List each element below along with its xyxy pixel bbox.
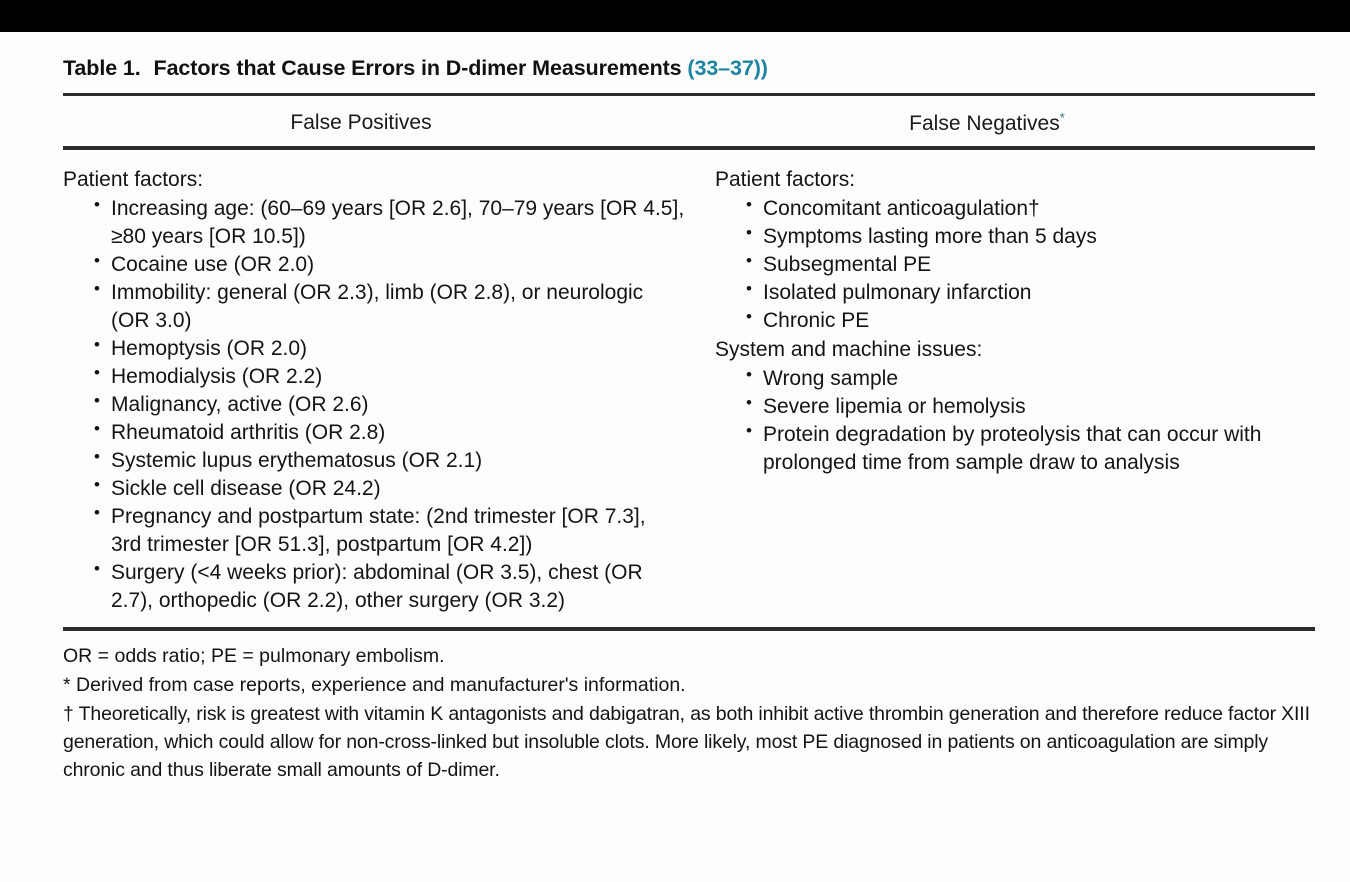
cell-false-positives bbox=[63, 166, 715, 615]
footnote-asterisk: * Derived from case reports, experience and manufacturer's information. bbox=[63, 674, 686, 697]
list-item bbox=[63, 475, 709, 503]
column-header-false-negatives-label: False Negatives bbox=[909, 111, 1060, 135]
list-item-text: Symptoms lasting more than 5 days bbox=[763, 225, 1097, 248]
top-black-band bbox=[0, 0, 1350, 32]
list-item bbox=[715, 393, 1315, 421]
table-1 bbox=[63, 56, 1315, 784]
list-item bbox=[63, 335, 709, 363]
footnote-abbreviations: OR = odds ratio; PE = pulmonary embolism. bbox=[63, 645, 445, 668]
list-item-text: Protein degradation by proteolysis that can occur with bbox=[763, 423, 1262, 447]
table-body bbox=[63, 166, 1315, 615]
column-header-row bbox=[63, 110, 1315, 137]
list-item bbox=[715, 307, 1315, 335]
list-item bbox=[715, 195, 1315, 223]
list-item-text: Sickle cell disease (OR 24.2) bbox=[111, 477, 381, 501]
list-false-negatives-system-issues bbox=[715, 365, 1315, 477]
column-header-false-positives-label: False Positives bbox=[290, 110, 432, 134]
list-item bbox=[715, 279, 1315, 307]
list-item bbox=[63, 363, 709, 391]
list-item-text: Immobility: general (OR 2.3), limb (OR 2.8), or neurologic bbox=[111, 281, 644, 305]
list-item-text: Systemic lupus erythematosus (OR 2.1) bbox=[111, 449, 483, 473]
column-header-false-positives bbox=[63, 110, 659, 137]
list-item-text: Surgery (<4 weeks prior): abdominal (OR 3.5), chest (OR bbox=[111, 561, 643, 585]
group-heading-system-machine-issues: System and machine issues: bbox=[715, 338, 983, 362]
footnote-dagger: † Theoretically, risk is greatest with vitamin K antagonists and dabigatran, as both inhibit active thrombin generation and therefore reduce factor XIII generation, which could allow for non-cross-linked but insoluble clots. More likely, most PE diagnosed in patients on anticoagulation are simply chronic and thus liberate small amounts of D-dimer. bbox=[63, 702, 1310, 781]
group-heading-patient-factors-right: Patient factors: bbox=[715, 168, 856, 192]
list-item-text: Increasing age: (60–69 years [OR 2.6], 70–79 years [OR 4.5], bbox=[111, 196, 685, 220]
list-item-text: Hemodialysis (OR 2.2) bbox=[111, 365, 323, 389]
list-item bbox=[63, 447, 709, 475]
group-heading-patient-factors-left: Patient factors: bbox=[63, 168, 204, 192]
cell-false-negatives bbox=[715, 166, 1315, 477]
list-false-positives-patient-factors bbox=[63, 195, 709, 615]
list-item bbox=[63, 419, 709, 447]
list-item bbox=[63, 391, 709, 419]
rule-under-table-body bbox=[63, 627, 1315, 631]
list-item bbox=[63, 503, 709, 559]
list-item bbox=[715, 421, 1315, 477]
list-item bbox=[63, 195, 709, 251]
table-title bbox=[63, 56, 1315, 82]
list-item-text: Wrong sample bbox=[763, 367, 899, 391]
list-item-continuation: 3rd trimester [OR 51.3], postpartum [OR 4.2]) bbox=[111, 533, 533, 557]
footnote-marker-asterisk: * bbox=[1059, 109, 1065, 125]
list-item bbox=[715, 223, 1315, 251]
list-item bbox=[715, 365, 1315, 393]
rule-under-column-headers bbox=[63, 146, 1315, 150]
list-item-text: Hemoptysis (OR 2.0) bbox=[111, 337, 308, 361]
list-item-text: Isolated pulmonary infarction bbox=[763, 281, 1032, 305]
list-item bbox=[63, 251, 709, 279]
list-item-continuation: ≥80 years [OR 10.5]) bbox=[111, 225, 306, 248]
list-item-text: Subsegmental PE bbox=[763, 253, 932, 277]
list-item bbox=[63, 559, 709, 615]
table-title-prefix: Table 1. bbox=[63, 56, 141, 80]
list-item-text: Malignancy, active (OR 2.6) bbox=[111, 393, 369, 417]
list-item-continuation: 2.7), orthopedic (OR 2.2), other surgery (OR 3.2) bbox=[111, 589, 566, 613]
list-item-text: Pregnancy and postpartum state: (2nd trimester [OR 7.3], bbox=[111, 505, 646, 529]
list-false-negatives-patient-factors bbox=[715, 195, 1315, 335]
list-item-text: Rheumatoid arthritis (OR 2.8) bbox=[111, 421, 386, 445]
list-item-continuation: (OR 3.0) bbox=[111, 309, 192, 333]
column-header-false-negatives bbox=[659, 110, 1315, 137]
list-item-text: Cocaine use (OR 2.0) bbox=[111, 253, 315, 277]
list-item bbox=[63, 279, 709, 335]
rule-under-title bbox=[63, 93, 1315, 96]
table-title-main: Factors that Cause Errors in D-dimer Measurements bbox=[153, 56, 682, 80]
table-title-reference-link[interactable]: (33–37)) bbox=[687, 56, 768, 80]
table-footnotes bbox=[63, 642, 1315, 784]
list-item-text: Severe lipemia or hemolysis bbox=[763, 395, 1026, 419]
document-sheet bbox=[0, 32, 1350, 882]
list-item bbox=[715, 251, 1315, 279]
list-item-text: Chronic PE bbox=[763, 309, 870, 333]
list-item-continuation: prolonged time from sample draw to analysis bbox=[763, 451, 1180, 475]
list-item-text: Concomitant anticoagulation† bbox=[763, 196, 1040, 220]
